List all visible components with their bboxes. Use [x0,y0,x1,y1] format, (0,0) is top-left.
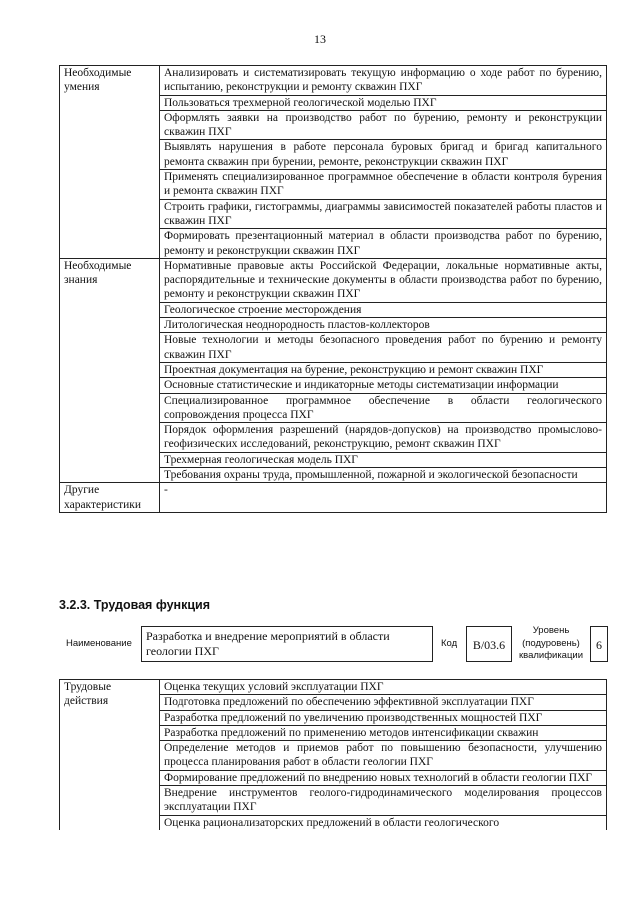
table-row [60,258,607,302]
table-cell: Оценка рационализаторских предложений в области геологического [160,815,607,830]
table-cell: Оформлять заявки на производство работ по бурению, ремонту и реконструкции скважин ПХГ [160,110,607,140]
row-label-skills: Необходимые умения [60,66,160,259]
page-number: 13 [314,32,326,46]
table-row [60,66,607,96]
actions-table [59,679,607,830]
table-cell: Геологическое строение месторождения [160,302,607,317]
table-row [60,680,607,695]
level-label: Уровень (подуровень) квалификации [518,625,584,661]
table-cell: Оценка текущих условий эксплуатации ПХГ [160,680,607,695]
table-cell: Пользоваться трехмерной геологической моделью ПХГ [160,95,607,110]
table-cell: Определение методов и приемов работ по повышению безопасности, улучшению процесса планирования работ в области геологии ПХГ [160,741,607,771]
table-cell: Нормативные правовые акты Российской Федерации, локальные нормативные акты, распорядительные и технические документы в области производства работ по бурению, ремонту и реконструкции скважин ПХГ [160,258,607,302]
table-cell: Литологическая неоднородность пластов-коллекторов [160,318,607,333]
qualification-level: 6 [590,626,608,662]
table-cell: Трехмерная геологическая модель ПХГ [160,452,607,467]
name-label: Наименование [66,638,132,649]
table-cell: - [160,483,607,513]
table-cell: Специализированное программное обеспечение в области геологического сопровождения процесса ПХГ [160,393,607,423]
table-row [60,483,607,513]
table-cell: Анализировать и систематизировать текущую информацию о ходе работ по бурению, испытанию, реконструкции и ремонту скважин ПХГ [160,66,607,96]
table-cell: Разработка предложений по применению методов интенсификации скважин [160,725,607,740]
table-cell: Новые технологии и методы безопасного проведения работ по бурению и ремонту скважин ПХГ [160,333,607,363]
table-cell: Внедрение инструментов геолого-гидродинамического моделирования процессов эксплуатации ПХГ [160,786,607,816]
code-label: Код [441,638,458,649]
row-label-knowledge: Необходимые знания [60,258,160,482]
table-cell: Формирование предложений по внедрению новых технологий в области геологии ПХГ [160,770,607,785]
table-cell: Выявлять нарушения в работе персонала буровых бригад и бригад капитального ремонта скважин при бурении, ремонте, реконструкции скважин ПХГ [160,140,607,170]
table-cell: Основные статистические и индикаторные методы систематизации информации [160,378,607,393]
row-label-actions: Трудовые действия [60,680,160,830]
table-cell: Проектная документация на бурение, реконструкцию и ремонт скважин ПХГ [160,362,607,377]
function-name: Разработка и внедрение мероприятий в области геологии ПХГ [141,626,433,662]
table-cell: Требования охраны труда, промышленной, пожарной и экологической безопасности [160,468,607,483]
skills-table [59,65,607,513]
table-cell: Формировать презентационный материал в области производства работ по бурению, ремонту и реконструкции скважин ПХГ [160,229,607,259]
table-cell: Подготовка предложений по обеспечению эффективной эксплуатации ПХГ [160,695,607,710]
table-cell: Строить графики, гистограммы, диаграммы зависимостей показателей работы пластов и скважин ПХГ [160,199,607,229]
table-cell: Разработка предложений по увеличению производственных мощностей ПХГ [160,710,607,725]
section-heading: 3.2.3. Трудовая функция [59,598,211,612]
row-label-other: Другие характеристики [60,483,160,513]
function-code: В/03.6 [466,626,512,662]
table-cell: Применять специализированное программное обеспечение в области контроля бурения и ремонта скважин ПХГ [160,170,607,200]
table-cell: Порядок оформления разрешений (нарядов-допусков) на производство промыслово-геофизических исследований, реконструкцию, ремонт скважин ПХГ [160,423,607,453]
function-header [59,624,609,666]
